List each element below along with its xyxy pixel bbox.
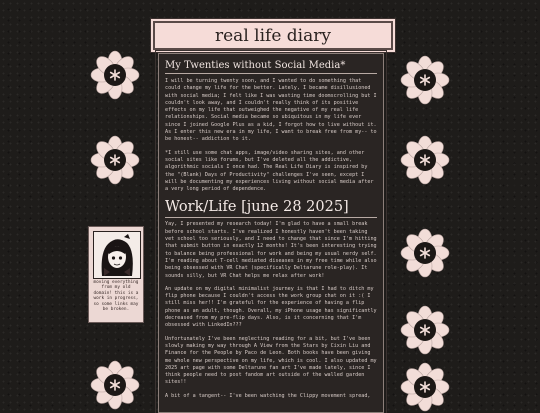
- update-notice-text: moving everything from my old domain! this is a work in progress, so some links may be broken.: [93, 280, 139, 313]
- entry-paragraph: A bit of a tangent-- I've been watching the Clippy movement spread,: [165, 392, 371, 399]
- entry-paragraph: An update on my digital minimalist journey is that I had to ditch my flip phone because I couldn't access the work group chat on it :( I still miss her!! I'm grateful for the experience of having a flip phone as an adult, though. Overall, my iPhone usage has significantly decreased from my pre-flip days. Also, is it concerning that I'm obsessed with LinkedIn???: [165, 285, 377, 329]
- diary-content-panel[interactable]: [158, 53, 384, 413]
- entry-paragraph: Unfortunately I've been neglecting reading for a bit, but I've been slowly making my way through A View from the Stars by Cixin Liu and Finance for the People by Paco de Leon. Both books have been giving me whole new perspective on my life, which is cool. I also updated my 2025 art page with some Deltarune fan art I've made lately, since I think people need to post fandom art outside of the walled garden sites!!: [165, 335, 377, 386]
- post-paragraph: I will be turning twenty soon, and I wanted to do something that could change my life for the better. Lately, I became disillusioned with social media; I felt like I was wasting time doomscrolling but I couldn't look away, and I couldn't really think of its positive effects on my life that outweighed the negative of my real life relationships. Social media became so ubiquitous in my life ever since I joined Google Plus as a kid, I forgot how to live without it. As I enter this new era in my life, I want to break free from my-- to be honest-- addiction to it.: [165, 78, 377, 143]
- entry-title: Work/Life [june 28 2025]: [165, 199, 377, 218]
- flower-decoration-right-1: [400, 55, 450, 105]
- flower-decoration-right-2: [400, 135, 450, 185]
- post-title: My Twenties without Social Media*: [165, 60, 377, 74]
- flower-decoration-left-2: [90, 135, 140, 185]
- entry-paragraph: Yay, I presented my research today! I'm glad to have a small break before school starts. I've realized I honestly haven't been taking vet school too seriously, and I need to change that since I'm hitting that submit button in exactly 12 months! It's been interesting trying to balance being professional for work and being my usual nerdy self. I'm reading about T-cell mediated diseases in my free time while also being obsessed with VR Chat (specifically Deltarune role-play). It sounds silly, but VR Chat helps me relax after work!: [165, 221, 377, 279]
- site-title-banner: [153, 21, 393, 50]
- flower-decoration-right-3: [400, 228, 450, 278]
- site-title: real life diary: [215, 25, 331, 46]
- flower-decoration-left-1: [90, 50, 140, 100]
- flower-decoration-left-3: [90, 360, 140, 410]
- anime-character-image: [93, 231, 141, 279]
- post-paragraph: *I still use some chat apps, image/video sharing sites, and other social sites like forums, but I've deleted all the addictive, algorithmic socials I once had. The Real Life Diary is inspired by the "(Blank) Days of Productivity" challenges I've seen, except I will be documenting my experiences living without social media after a very long period of dependence.: [165, 149, 374, 193]
- update-notice-card: [88, 226, 144, 323]
- flower-decoration-right-4: [400, 305, 450, 355]
